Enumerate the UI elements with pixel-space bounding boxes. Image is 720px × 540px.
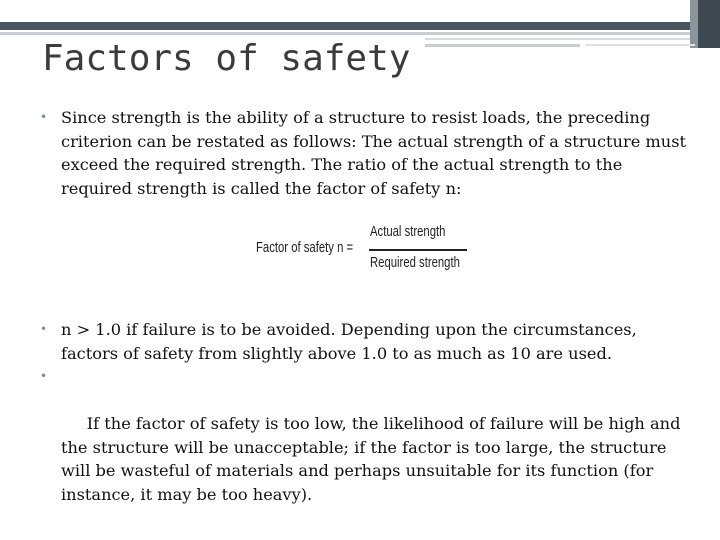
header-decoration — [0, 0, 720, 24]
header-rule-short — [585, 44, 695, 46]
formula-numerator: Actual strength — [370, 224, 446, 240]
header-right-accent — [690, 0, 698, 48]
bullet-item — [34, 106, 694, 200]
bullet-text: Since strength is the ability of a structure to resist loads, the preceding criterion can be restated as follows: The actual strength of a structure must exceed the required strength. The ratio of the actual strength to the required strength is called the factor of safety n: — [61, 108, 687, 198]
bullet-icon: • — [40, 110, 48, 124]
bullet-text: If the factor of safety is too low, the likelihood of failure will be high and the structure will be unacceptable; if the factor is too large, the structure will be wasteful of materials and perhaps unsuitable for its function (for instance, it may be too heavy). — [61, 414, 686, 504]
fraction-bar — [369, 249, 467, 251]
bullet-icon: • — [40, 322, 48, 336]
factor-of-safety-formula — [256, 224, 476, 276]
bullet-text: n > 1.0 if failure is to be avoided. Depending upon the circumstances, factors of safety from slightly above 1.0 to as much as 10 are used. — [61, 320, 637, 363]
header-rule-short — [425, 44, 580, 47]
header-rule — [0, 32, 690, 35]
bullet-icon: • — [40, 369, 48, 383]
header-right-block — [698, 0, 720, 48]
bullet-list-top — [34, 106, 694, 200]
header-dark-band — [0, 22, 700, 30]
header-rule-short — [425, 38, 690, 40]
bullet-item — [34, 318, 694, 365]
formula-lhs: Factor of safety n = — [256, 240, 354, 256]
bullet-list-bottom — [34, 318, 694, 530]
formula-denominator: Required strength — [370, 255, 460, 271]
slide-title: Factors of safety — [42, 38, 411, 79]
bullet-item — [34, 365, 694, 530]
